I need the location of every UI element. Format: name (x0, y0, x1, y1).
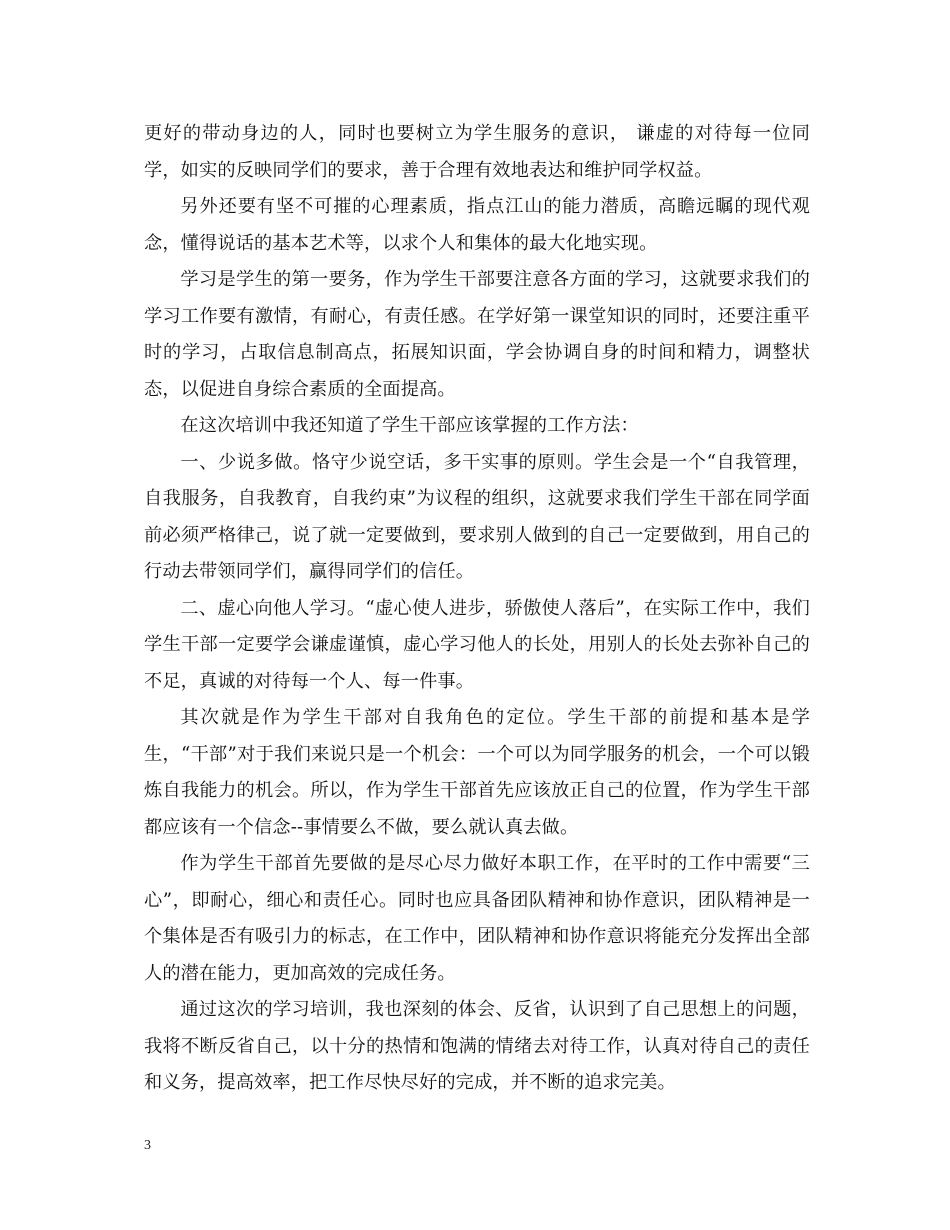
paragraph-3: 学习是学生的第一要务，作为学生干部要注意各方面的学习，这就要求我们的学习工作要有激情，有耐心，有责任感。在学好第一课堂知识的同时，还要注重平时的学习，占取信息制高点，拓展知识面，学会协调自身的时间和精力，调整状态，以促进自身综合素质的全面提高。 (144, 269, 810, 400)
paragraph-1: 更好的带动身边的人，同时也要树立为学生服务的意识， 谦虚的对待每一位同学，如实的反映同学们的要求，善于合理有效地表达和维护同学权益。 (144, 123, 810, 181)
paragraph-8: 作为学生干部首先要做的是尽心尽力做好本职工作，在平时的工作中需要“三心”，即耐心，细心和责任心。同时也应具备团队精神和协作意识，团队精神是一个集体是否有吸引力的标志，在工作中，团队精神和协作意识将能充分发挥出全部人的潜在能力，更加高效的完成任务。 (144, 853, 810, 984)
paragraph-5: 一、少说多做。恪守少说空话，多干实事的原则。学生会是一个“自我管理，自我服务，自我教育，自我约束”为议程的组织，这就要求我们学生干部在同学面前必须严格律己，说了就一定要做到，要求别人做到的自己一定要做到，用自己的行动去带领同学们，赢得同学们的信任。 (144, 451, 810, 582)
paragraph-4: 在这次培训中我还知道了学生干部应该掌握的工作方法： (180, 415, 639, 436)
page-number: 3 (144, 1138, 151, 1153)
paragraph-6: 二、虚心向他人学习。“虚心使人进步，骄傲使人落后”，在实际工作中，我们学生干部一定要学会谦虚谨慎，虚心学习他人的长处，用别人的长处去弥补自己的不足，真诚的对待每一个人、每一件事。 (144, 597, 810, 692)
paragraph-9: 通过这次的学习培训，我也深刻的体会、反省，认识到了自己思想上的问题，我将不断反省自己，以十分的热情和饱满的情绪去对待工作，认真对待自己的责任和义务，提高效率，把工作尽快尽好的完成，并不断的追求完美。 (144, 999, 810, 1093)
document-body (144, 116, 810, 1102)
paragraph-7: 其次就是作为学生干部对自我角色的定位。学生干部的前提和基本是学生，“干部”对于我们来说只是一个机会：一个可以为同学服务的机会，一个可以锻炼自我能力的机会。所以，作为学生干部首先应该放正自己的位置，作为学生干部都应该有一个信念--事情要么不做，要么就认真去做。 (144, 707, 810, 838)
paragraph-2: 另外还要有坚不可摧的心理素质，指点江山的能力潜质，高瞻远瞩的现代观念，懂得说话的基本艺术等，以求个人和集体的最大化地实现。 (144, 196, 810, 254)
